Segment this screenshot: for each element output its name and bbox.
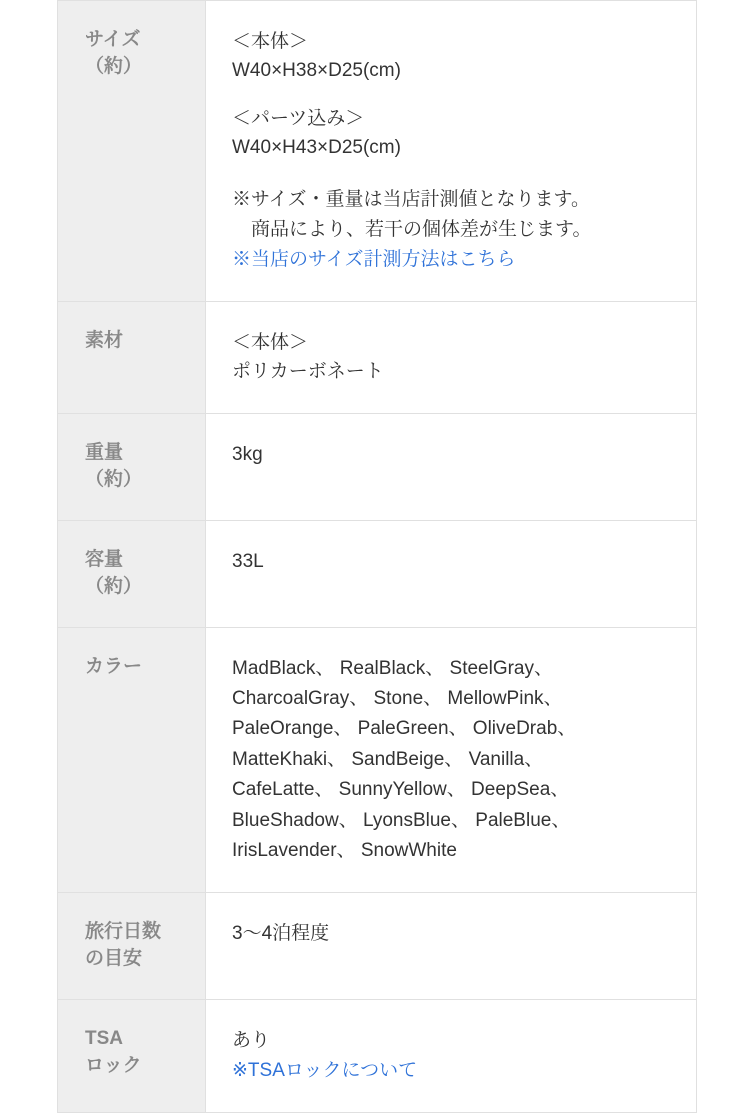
spec-row-header bbox=[58, 520, 206, 627]
value-line: W40×H38×D25(cm) bbox=[232, 60, 401, 82]
spec-row-header-line: サイズ bbox=[85, 29, 141, 50]
spec-row-header-line: 旅行日数 bbox=[85, 921, 162, 943]
table-row bbox=[58, 1, 697, 302]
value-line: BlueShadow、 LyonsBlue、 PaleBlue、 bbox=[232, 809, 571, 831]
value-block bbox=[232, 27, 696, 86]
spec-row-header-line: （約） bbox=[85, 55, 143, 77]
spec-row-header-line: 重量 bbox=[85, 441, 124, 463]
table-row bbox=[58, 520, 697, 627]
value-block bbox=[232, 919, 696, 948]
value-line: CharcoalGray、 Stone、 MellowPink、 bbox=[232, 687, 563, 709]
spec-row-header-line: （約） bbox=[85, 575, 143, 597]
value-block bbox=[232, 654, 696, 867]
spec-row-header-line: ロック bbox=[85, 1055, 142, 1077]
spec-row-value bbox=[206, 893, 697, 1000]
value-line: ＜パーツ込み＞ bbox=[232, 107, 365, 129]
value-line: ＜本体＞ bbox=[232, 331, 309, 353]
value-line: 33L bbox=[232, 550, 264, 572]
table-row bbox=[58, 1000, 697, 1112]
spec-note-line: 商品により、若干の個体差が生じます。 bbox=[251, 218, 592, 240]
spec-table-body bbox=[58, 1, 697, 1113]
spec-row-header bbox=[58, 301, 206, 413]
value-block bbox=[232, 104, 696, 163]
value-block bbox=[232, 440, 696, 469]
value-line: CafeLatte、 SunnyYellow、 DeepSea、 bbox=[232, 779, 570, 801]
spec-link[interactable]: ※当店のサイズ計測方法はこちら bbox=[232, 248, 516, 270]
spec-row-header bbox=[58, 627, 206, 893]
spec-row-header-line: カラー bbox=[85, 655, 143, 677]
value-line: ＜本体＞ bbox=[232, 31, 309, 52]
spec-row-value bbox=[206, 627, 697, 893]
value-block bbox=[232, 328, 696, 387]
table-row bbox=[58, 627, 697, 893]
value-line: 3kg bbox=[232, 443, 263, 465]
table-row bbox=[58, 413, 697, 520]
value-block bbox=[232, 547, 696, 576]
spec-row-header-line: TSA bbox=[85, 1028, 123, 1050]
value-line: PaleOrange、 PaleGreen、 OliveDrab、 bbox=[232, 718, 577, 740]
table-row bbox=[58, 301, 697, 413]
value-block-spacer bbox=[232, 86, 696, 104]
value-block bbox=[232, 1026, 696, 1055]
product-spec-table bbox=[57, 0, 697, 1113]
spec-row-header-line: 容量 bbox=[85, 548, 124, 570]
spec-row-header bbox=[58, 413, 206, 520]
spec-row-header bbox=[58, 1000, 206, 1112]
spec-note-line: ※サイズ・重量は当店計測値となります。 bbox=[232, 188, 590, 210]
spec-row-header bbox=[58, 1, 206, 302]
spec-note bbox=[232, 185, 696, 245]
spec-row-value bbox=[206, 1, 697, 302]
value-line: MadBlack、 RealBlack、 SteelGray、 bbox=[232, 657, 553, 679]
value-line: 3〜4泊程度 bbox=[232, 923, 330, 945]
spec-row-value bbox=[206, 413, 697, 520]
spec-row-value bbox=[206, 301, 697, 413]
value-line: W40×H43×D25(cm) bbox=[232, 137, 401, 159]
spec-link[interactable]: ※TSAロックについて bbox=[232, 1059, 418, 1081]
value-line: ポリカーボネート bbox=[232, 361, 384, 383]
spec-row-header-line: （約） bbox=[85, 468, 143, 490]
spec-row-header-line: の目安 bbox=[85, 948, 143, 970]
value-line: あり bbox=[232, 1030, 271, 1052]
spec-row-header bbox=[58, 893, 206, 1000]
value-line: IrisLavender、 SnowWhite bbox=[232, 839, 457, 861]
spec-row-value bbox=[206, 520, 697, 627]
value-line: MatteKhaki、 SandBeige、 Vanilla、 bbox=[232, 748, 544, 770]
table-row bbox=[58, 893, 697, 1000]
spec-row-value bbox=[206, 1000, 697, 1112]
spec-row-header-line: 素材 bbox=[85, 329, 124, 351]
